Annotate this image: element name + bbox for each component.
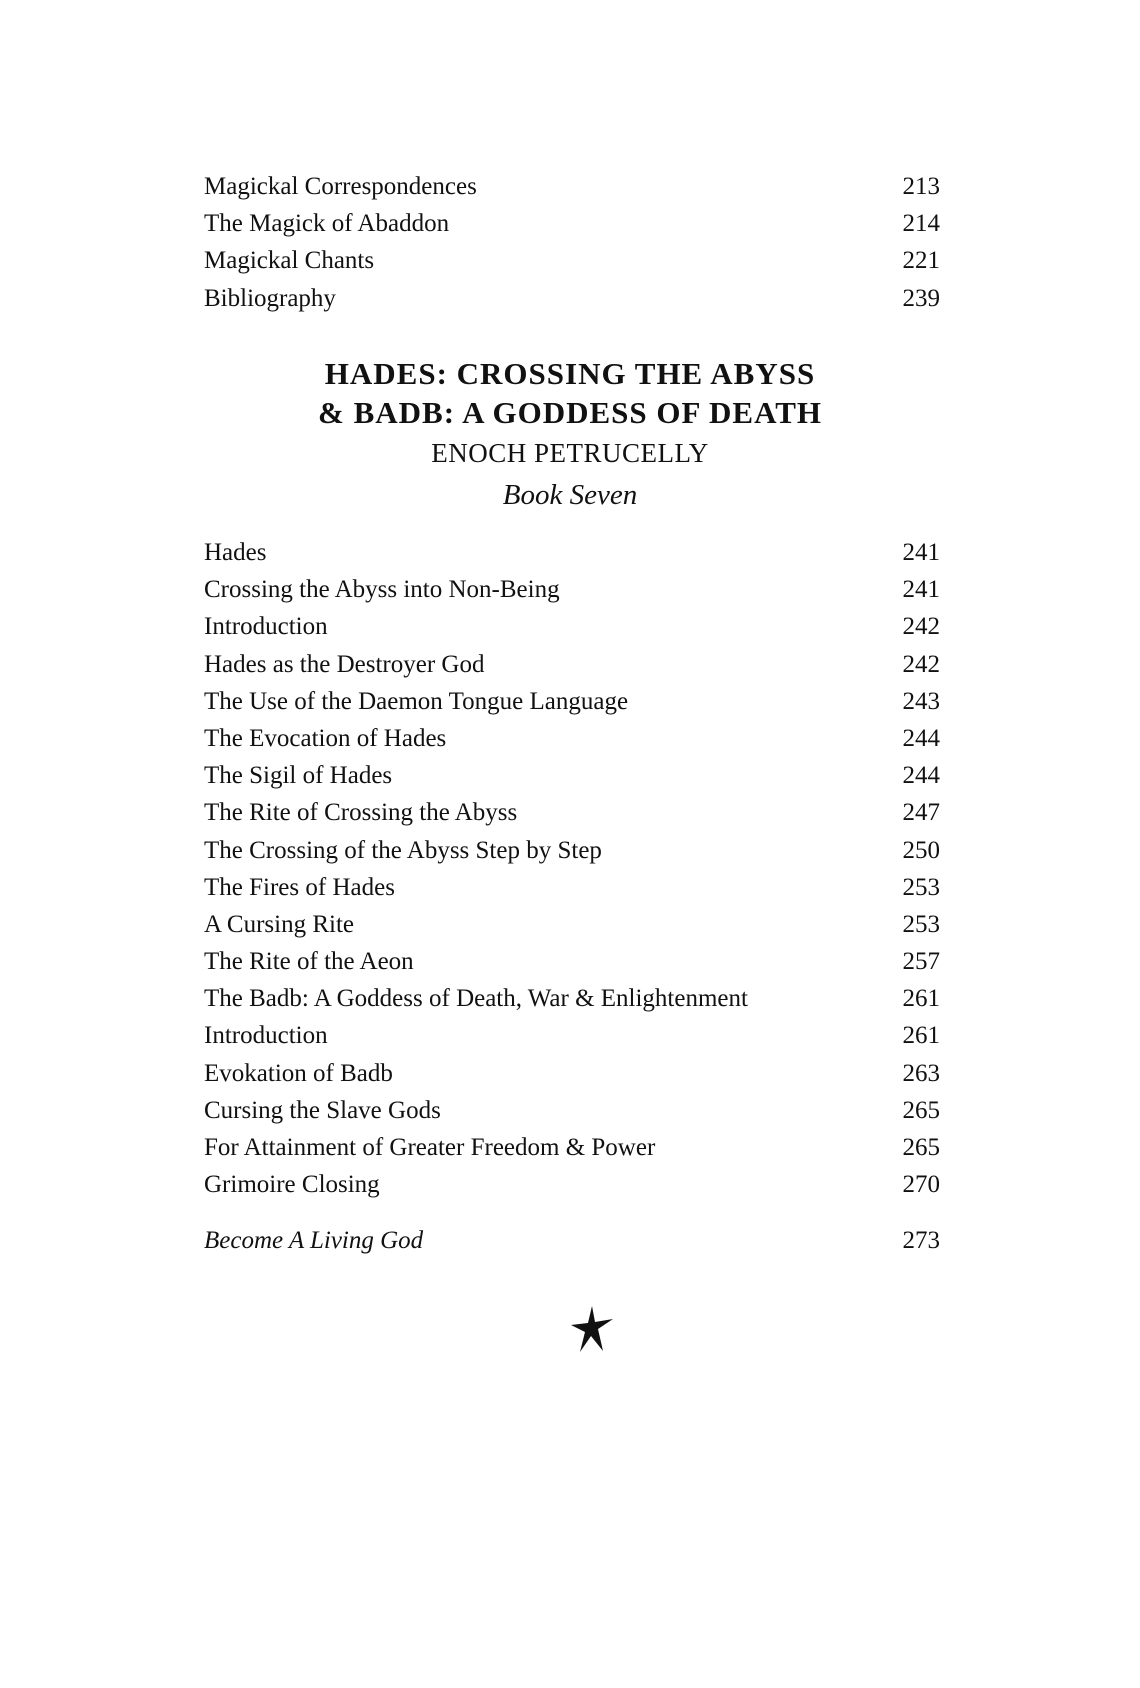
toc-entry-page: 213 <box>902 173 940 200</box>
toc-entry <box>204 757 940 794</box>
toc-entry <box>204 869 940 906</box>
toc-entry <box>204 1092 940 1129</box>
toc-entry-page: 265 <box>902 1096 940 1124</box>
closing-toc-list <box>204 1222 940 1259</box>
toc-entry-title: The Rite of the Aeon <box>204 948 414 976</box>
toc-entry <box>204 280 940 317</box>
toc-entry <box>204 534 940 571</box>
toc-entry-closing <box>204 1222 940 1259</box>
toc-entry <box>204 1129 940 1166</box>
toc-entry-page: 253 <box>902 873 940 901</box>
toc-entry <box>204 683 940 720</box>
toc-entry <box>204 980 940 1017</box>
toc-entry-page: 250 <box>902 836 940 864</box>
toc-entry-page: 239 <box>902 284 940 312</box>
toc-entry-page: 241 <box>902 576 940 604</box>
section-book-label: Book Seven <box>502 479 638 511</box>
toc-entry-page: 247 <box>902 799 940 827</box>
toc-entry-title: The Fires of Hades <box>204 873 395 901</box>
section-title-line-2: & BADB: A GODDESS OF DEATH <box>318 395 822 430</box>
toc-entry-page: 243 <box>902 687 940 715</box>
star-ornament-icon <box>570 1305 614 1353</box>
toc-entry <box>204 832 940 869</box>
toc-entry-title: The Rite of Crossing the Abyss <box>204 799 518 827</box>
toc-entry-page: 257 <box>902 948 940 976</box>
toc-entry-page: 244 <box>902 762 940 790</box>
toc-entry-page: 242 <box>902 650 940 678</box>
toc-entry-title: The Badb: A Goddess of Death, War & Enlightenment <box>204 985 748 1013</box>
section-title-line-1: HADES: CROSSING THE ABYSS <box>324 356 816 391</box>
star-ornament-shape <box>571 1306 613 1352</box>
toc-entry <box>204 720 940 757</box>
toc-entry <box>204 906 940 943</box>
toc-entry-title: Evokation of Badb <box>204 1059 393 1087</box>
toc-entry-page: 270 <box>902 1171 940 1199</box>
toc-entry <box>204 1055 940 1092</box>
toc-entry-title: Magickal Correspondences <box>204 173 477 200</box>
toc-entry-page: 265 <box>902 1134 940 1161</box>
toc-entry-title: Grimoire Closing <box>204 1171 380 1199</box>
toc-entry-title: Bibliography <box>204 284 336 312</box>
toc-entry-title: The Magick of Abaddon <box>204 210 450 238</box>
toc-entry <box>204 1017 940 1054</box>
toc-entry-title: Magickal Chants <box>204 247 375 275</box>
toc-entry <box>204 205 940 242</box>
toc-entry-title: The Use of the Daemon Tongue Language <box>204 687 629 715</box>
toc-entry-title: Introduction <box>204 1022 328 1050</box>
toc-entry-page: 253 <box>902 910 940 938</box>
toc-entry-title: Become A Living God <box>204 1227 424 1254</box>
toc-entry-title: The Evocation of Hades <box>204 724 447 752</box>
toc-entry-title: Hades <box>204 539 267 566</box>
toc-entry-page: 214 <box>902 210 940 238</box>
toc-entry-title: Hades as the Destroyer God <box>204 650 485 678</box>
toc-entry <box>204 571 940 608</box>
section-toc-list <box>204 534 940 1203</box>
toc-entry-page: 261 <box>902 1022 940 1050</box>
toc-entry <box>204 168 940 205</box>
toc-entry <box>204 1166 940 1203</box>
toc-entry-page: 244 <box>902 724 940 752</box>
toc-entry-title: Crossing the Abyss into Non-Being <box>204 576 560 604</box>
toc-entry <box>204 646 940 683</box>
toc-entry <box>204 242 940 279</box>
section-author: ENOCH PETRUCELLY <box>431 438 709 468</box>
toc-entry <box>204 608 940 645</box>
toc-entry-title: For Attainment of Greater Freedom & Power <box>204 1134 656 1161</box>
toc-entry-title: The Crossing of the Abyss Step by Step <box>204 836 602 864</box>
top-toc-list <box>204 168 940 317</box>
toc-entry-title: A Cursing Rite <box>204 910 355 938</box>
toc-entry-page: 273 <box>902 1227 940 1254</box>
toc-entry-page: 263 <box>902 1059 940 1087</box>
toc-entry-page: 241 <box>902 539 940 566</box>
toc-entry-title: Introduction <box>204 613 328 641</box>
toc-entry <box>204 794 940 831</box>
toc-entry-title: The Sigil of Hades <box>204 762 393 790</box>
toc-entry <box>204 943 940 980</box>
toc-entry-page: 261 <box>902 985 940 1013</box>
toc-entry-page: 242 <box>902 613 940 641</box>
toc-entry-page: 221 <box>902 247 940 275</box>
toc-entry-title: Cursing the Slave Gods <box>204 1096 441 1124</box>
